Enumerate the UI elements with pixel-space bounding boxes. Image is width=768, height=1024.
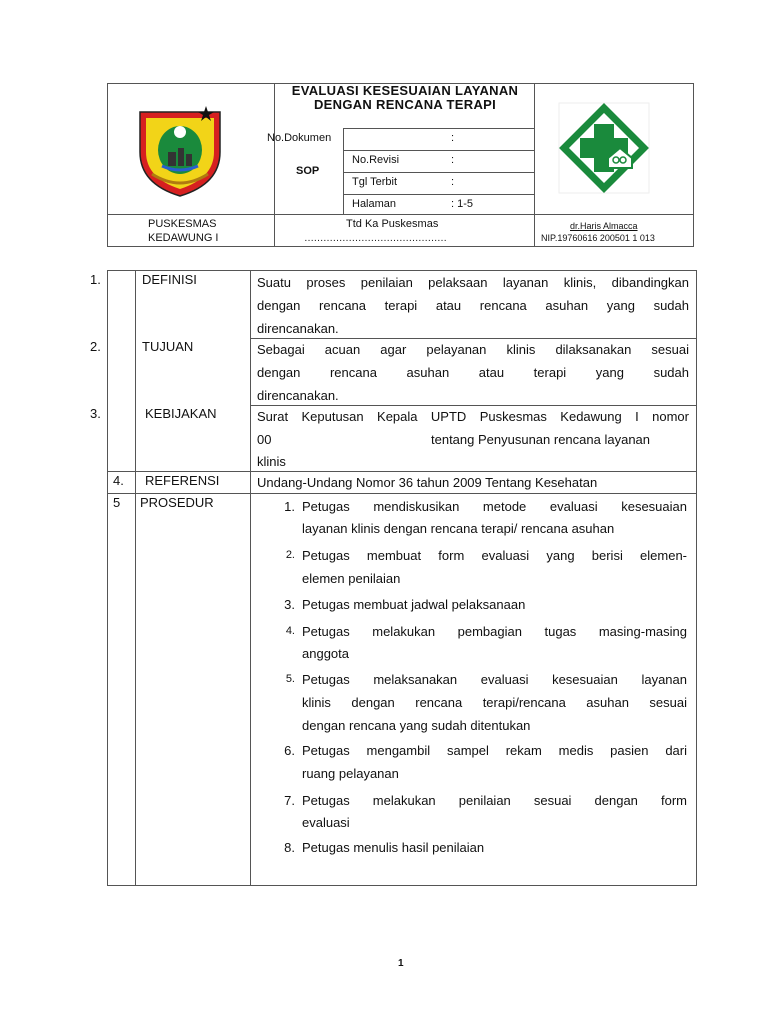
tujuan-line: direncanakan. <box>257 388 339 403</box>
sop-label: SOP <box>296 165 320 177</box>
section-number: 3. <box>90 406 101 421</box>
page-number: 1 <box>398 958 404 969</box>
org-name-line2: KEDAWUNG I <box>148 232 219 244</box>
kebijakan-line: 00 <box>257 432 272 447</box>
document-title: EVALUASI KESESUAIAN LAYANAN DENGAN RENCANA TERAPI <box>291 83 519 112</box>
section-number: 1. <box>90 272 101 287</box>
kebijakan-line: Surat Keputusan Kepala UPTD Puskesmas Kedawung I nomor <box>257 409 689 424</box>
section-number: 4. <box>113 473 124 488</box>
no-revisi-value: : <box>451 154 455 166</box>
section-label-kebijakan: KEBIJAKAN <box>145 406 217 421</box>
org-name-line1: PUSKESMAS <box>148 218 217 230</box>
no-revisi-label: No.Revisi <box>352 154 400 166</box>
section-label-prosedur: PROSEDUR <box>140 495 214 510</box>
section-label-tujuan: TUJUAN <box>142 339 194 354</box>
definisi-line: dengan rencana terapi atau rencana asuhan yang sudah <box>257 298 689 313</box>
halaman-label: Halaman <box>352 198 397 210</box>
tgl-terbit-label: Tgl Terbit <box>352 176 398 188</box>
definisi-line: Suatu proses penilaian pelaksaan layanan klinis, dibandingkan <box>257 275 689 290</box>
tgl-terbit-value: : <box>451 176 455 188</box>
kebijakan-line: klinis <box>257 454 286 469</box>
definisi-line: direncanakan. <box>257 321 339 336</box>
section-label-definisi: DEFINISI <box>142 272 197 287</box>
ttd-label: Ttd Ka Puskesmas <box>346 218 439 230</box>
regency-coat-of-arms-logo <box>134 104 230 200</box>
halaman-value: : 1-5 <box>451 198 474 210</box>
section-number: 5 <box>113 495 121 510</box>
ttd-dots: ……………………………………… <box>304 233 447 244</box>
referensi-line: Undang-Undang Nomor 36 tahun 2009 Tentang Kesehatan <box>257 475 598 490</box>
no-dokumen-label: No.Dokumen <box>267 132 332 144</box>
signer-nip: NIP.19760616 200501 1 013 <box>541 233 655 243</box>
signer-name: dr.Haris Almacca <box>570 221 638 231</box>
section-number: 2. <box>90 339 101 354</box>
tujuan-line: Sebagai acuan agar pelayanan klinis dilaksanakan sesuai <box>257 342 689 357</box>
no-dokumen-value: : <box>451 132 455 144</box>
section-label-referensi: REFERENSI <box>145 473 220 488</box>
puskesmas-logo <box>558 102 650 194</box>
kebijakan-line: tentang Penyusunan rencana layanan <box>431 432 651 447</box>
tujuan-line: dengan rencana asuhan atau terapi yang sudah <box>257 365 689 380</box>
